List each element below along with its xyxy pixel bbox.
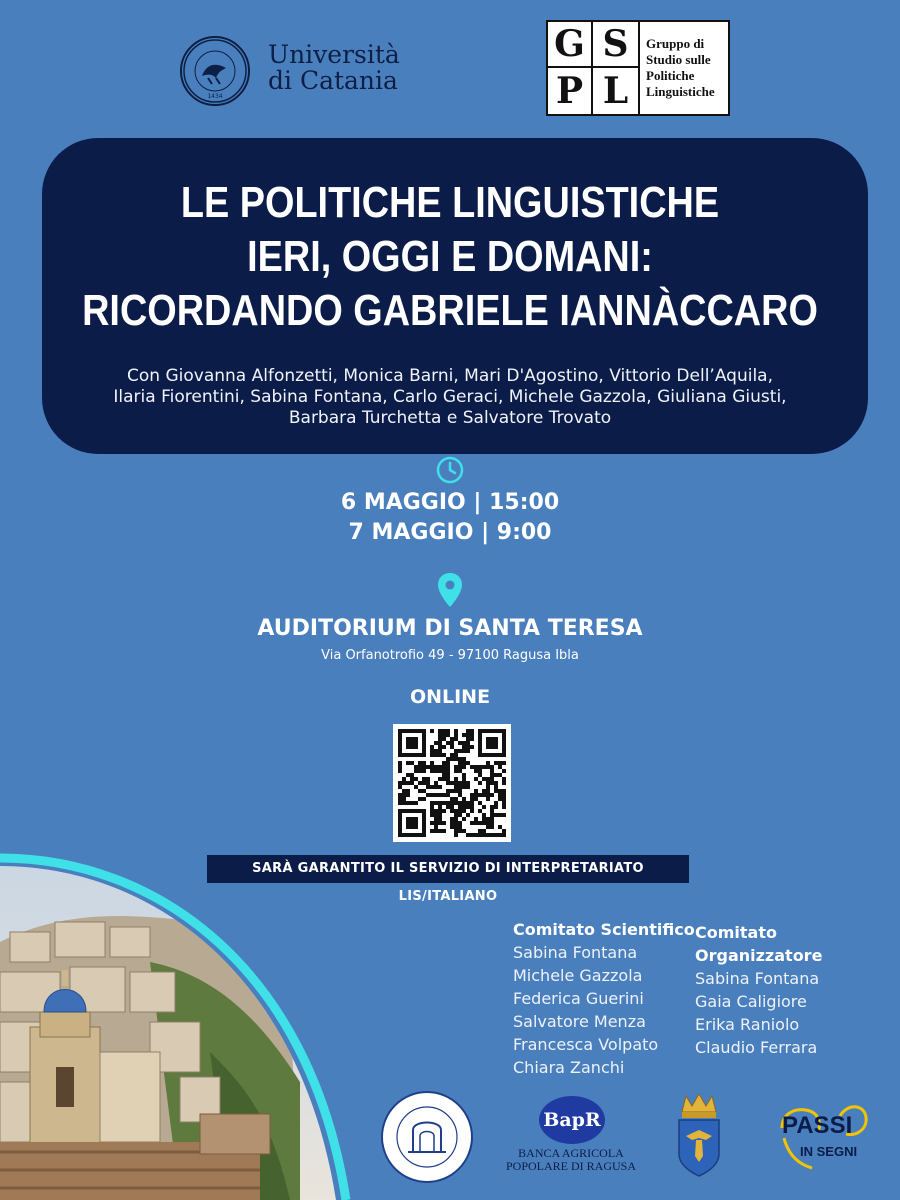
online-label: ONLINE [409,686,491,708]
passi-in-segni-logo [778,1098,874,1178]
speakers-line: Barbara Turchetta e Salvatore Trovato [288,408,612,428]
organizing-committee [695,921,900,1059]
map-pin-icon [437,572,463,608]
map-pin-icon-wrap [0,572,900,608]
unict-seal-logo [180,36,250,106]
ragusa-cityscape-image [0,852,360,1200]
bapr-mark: BapR [539,1096,605,1144]
qr-code[interactable] [393,724,511,842]
clock-icon [435,455,465,485]
gspl-logo [546,20,730,116]
clock-icon-wrap [0,455,900,485]
unict-line2: di Catania [268,66,398,95]
committee-member: Michele Gazzola [513,966,643,985]
qr-code-image [398,729,506,837]
interpreting-notice: SARÀ GARANTITO IL SERVIZIO DI INTERPRETARIATO LIS/ITALIANO [207,855,689,883]
committee-member: Federica Guerini [513,989,644,1008]
speakers-list [60,366,840,429]
venue-address: Via Orfanotrofio 49 - 97100 Ragusa Ibla [321,648,579,663]
committee-member: Salvatore Menza [513,1012,646,1031]
committee-member: Chiara Zanchi [513,1058,625,1077]
gspl-desc-line: Politiche [646,68,695,83]
organizing-committee-title: Comitato Organizzatore [695,923,823,965]
in-segni-word: IN SEGNI [800,1144,858,1159]
unict-seal-icon [182,38,248,104]
gspl-letters [548,22,640,114]
gspl-letter: L [602,70,629,112]
ragusa-coat-of-arms [676,1092,722,1178]
gspl-desc-line: Gruppo di [646,36,705,51]
title-line-2: IERI, OGGI E DOMANI: [247,232,653,281]
scientific-committee [513,918,695,1079]
gspl-desc-line: Studio sulle [646,52,711,67]
unict-line1: Università [268,40,400,69]
gspl-desc-line: Linguistiche [646,84,715,99]
title-line-1: LE POLITICHE LINGUISTICHE [180,178,720,227]
date-day-1: 6 MAGGIO | 15:00 [340,490,560,515]
committee-member: Erika Raniolo [695,1015,800,1034]
bapr-logo [505,1096,637,1173]
passi-word: PASSI [782,1112,853,1139]
committee-member: Francesca Volpato [513,1035,659,1054]
unict-wordmark [268,42,400,94]
speakers-line: Ilaria Fiorentini, Sabina Fontana, Carlo Geraci, Michele Gazzola, Giuliana Giusti, [113,387,787,407]
committee-member: Sabina Fontana [695,969,820,988]
ragusa-photo [0,852,360,1200]
consorzio-logo [380,1090,474,1184]
date-day-2: 7 MAGGIO | 9:00 [348,520,552,545]
bapr-line1: BANCA AGRICOLA [518,1146,624,1160]
speakers-line: Con Giovanna Alfonzetti, Monica Barni, Mari D'Agostino, Vittorio Dell’Aquila, [127,366,773,386]
svg-text:1434: 1434 [207,93,223,100]
gspl-description [640,36,715,100]
venue-name: AUDITORIUM DI SANTA TERESA [257,616,643,641]
scientific-committee-title: Comitato Scientifico [513,920,695,939]
gspl-letter: S [593,22,638,68]
committee-member: Claudio Ferrara [695,1038,818,1057]
bapr-line2: POPOLARE DI RAGUSA [505,1159,636,1173]
gspl-letter: P [548,68,593,114]
consorzio-seal-icon [380,1090,474,1184]
title-line-3: RICORDANDO GABRIELE IANNÀCCARO [82,286,818,335]
committee-member: Gaia Caligiore [695,992,807,1011]
coat-of-arms-icon [676,1092,722,1178]
committee-member: Sabina Fontana [513,943,638,962]
gspl-letter: G [548,22,593,68]
